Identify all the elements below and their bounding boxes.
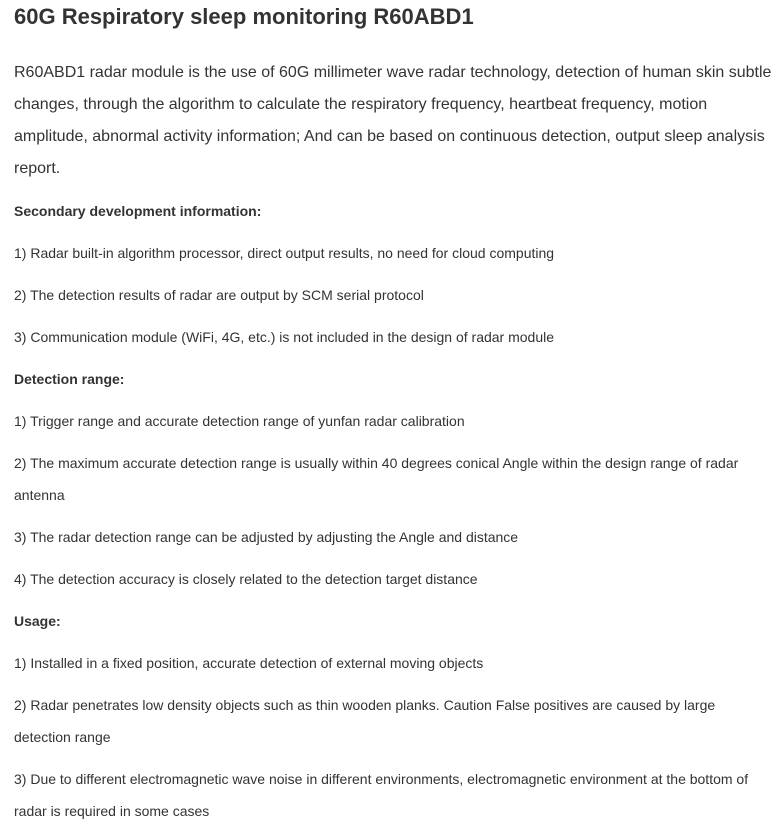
range-item-2: 2) The maximum accurate detection range is usually within 40 degrees conical Angle within the design range of radar antenna <box>14 455 739 503</box>
range-item-3: 3) The radar detection range can be adjusted by adjusting the Angle and distance <box>14 529 519 545</box>
detection-range-heading: Detection range: <box>14 371 125 387</box>
secondary-item-3: 3) Communication module (WiFi, 4G, etc.) is not included in the design of radar module <box>14 329 555 345</box>
range-item-4: 4) The detection accuracy is closely related to the detection target distance <box>14 571 478 587</box>
usage-item-3: 3) Due to different electromagnetic wave noise in different environments, electromagnetic environment at the bottom of radar is required in some cases <box>14 771 749 819</box>
secondary-item-2: 2) The detection results of radar are output by SCM serial protocol <box>14 287 424 303</box>
usage-item-2: 2) Radar penetrates low density objects such as thin wooden planks. Caution False positives are caused by large detection range <box>14 697 716 745</box>
range-item-1: 1) Trigger range and accurate detection range of yunfan radar calibration <box>14 413 465 429</box>
intro-paragraph: R60ABD1 radar module is the use of 60G millimeter wave radar technology, detection of human skin subtle changes, through the algorithm to calculate the respiratory frequency, heartbeat frequency, motion amplitude, abnormal activity information; And can be based on continuous detection, output sleep analysis report. <box>14 64 772 177</box>
page-title: 60G Respiratory sleep monitoring R60ABD1 <box>14 4 474 29</box>
secondary-item-1: 1) Radar built-in algorithm processor, direct output results, no need for cloud computing <box>14 245 555 261</box>
usage-item-1: 1) Installed in a fixed position, accurate detection of external moving objects <box>14 655 484 671</box>
secondary-development-heading: Secondary development information: <box>14 203 262 219</box>
usage-heading: Usage: <box>14 613 61 629</box>
